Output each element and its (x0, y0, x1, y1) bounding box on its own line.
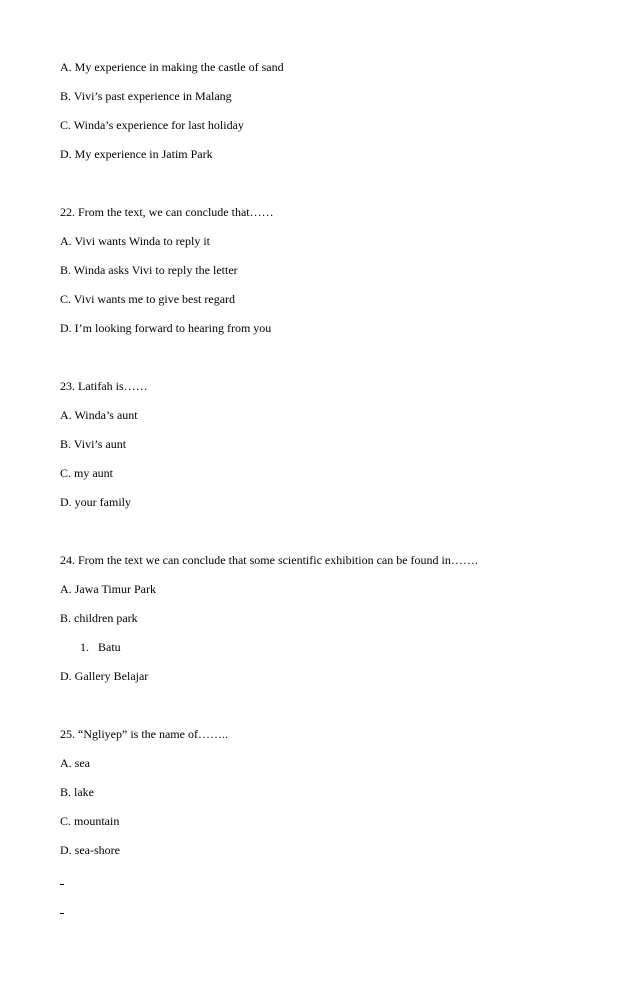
option-a-q21: A. My experience in making the castle of sand (60, 60, 284, 74)
option-c-q25: C. mountain (60, 814, 120, 828)
list-text: Batu (98, 640, 121, 654)
option-b-q21: B. Vivi’s past experience in Malang (60, 89, 232, 103)
option-c-q22: C. Vivi wants me to give best regard (60, 292, 236, 306)
question-23: 23. Latifah is…… (60, 379, 148, 393)
option-a-q25: A. sea (60, 756, 90, 770)
numbered-list-item (80, 640, 121, 654)
option-d-q24: D. Gallery Belajar (60, 669, 149, 683)
option-c-q23: C. my aunt (60, 466, 113, 480)
question-25: 25. “Ngliyep” is the name of…….. (60, 727, 228, 741)
option-b-q23: B. Vivi’s aunt (60, 437, 127, 451)
question-24: 24. From the text we can conclude that some scientific exhibition can be found in……. (60, 553, 478, 567)
option-a-q24: A. Jawa Timur Park (60, 582, 157, 596)
list-number: 1. (80, 640, 89, 654)
option-a-q23: A. Winda’s aunt (60, 408, 138, 422)
option-d-q23: D. your family (60, 495, 131, 509)
dash-mark (60, 884, 64, 885)
dash-mark (60, 913, 64, 914)
option-b-q22: B. Winda asks Vivi to reply the letter (60, 263, 238, 277)
question-22: 22. From the text, we can conclude that…… (60, 205, 274, 219)
option-a-q22: A. Vivi wants Winda to reply it (60, 234, 211, 248)
option-b-q24: B. children park (60, 611, 138, 625)
option-b-q25: B. lake (60, 785, 94, 799)
option-d-q21: D. My experience in Jatim Park (60, 147, 213, 161)
option-d-q22: D. I’m looking forward to hearing from you (60, 321, 272, 335)
option-d-q25: D. sea-shore (60, 843, 120, 857)
option-c-q21: C. Winda’s experience for last holiday (60, 118, 244, 132)
